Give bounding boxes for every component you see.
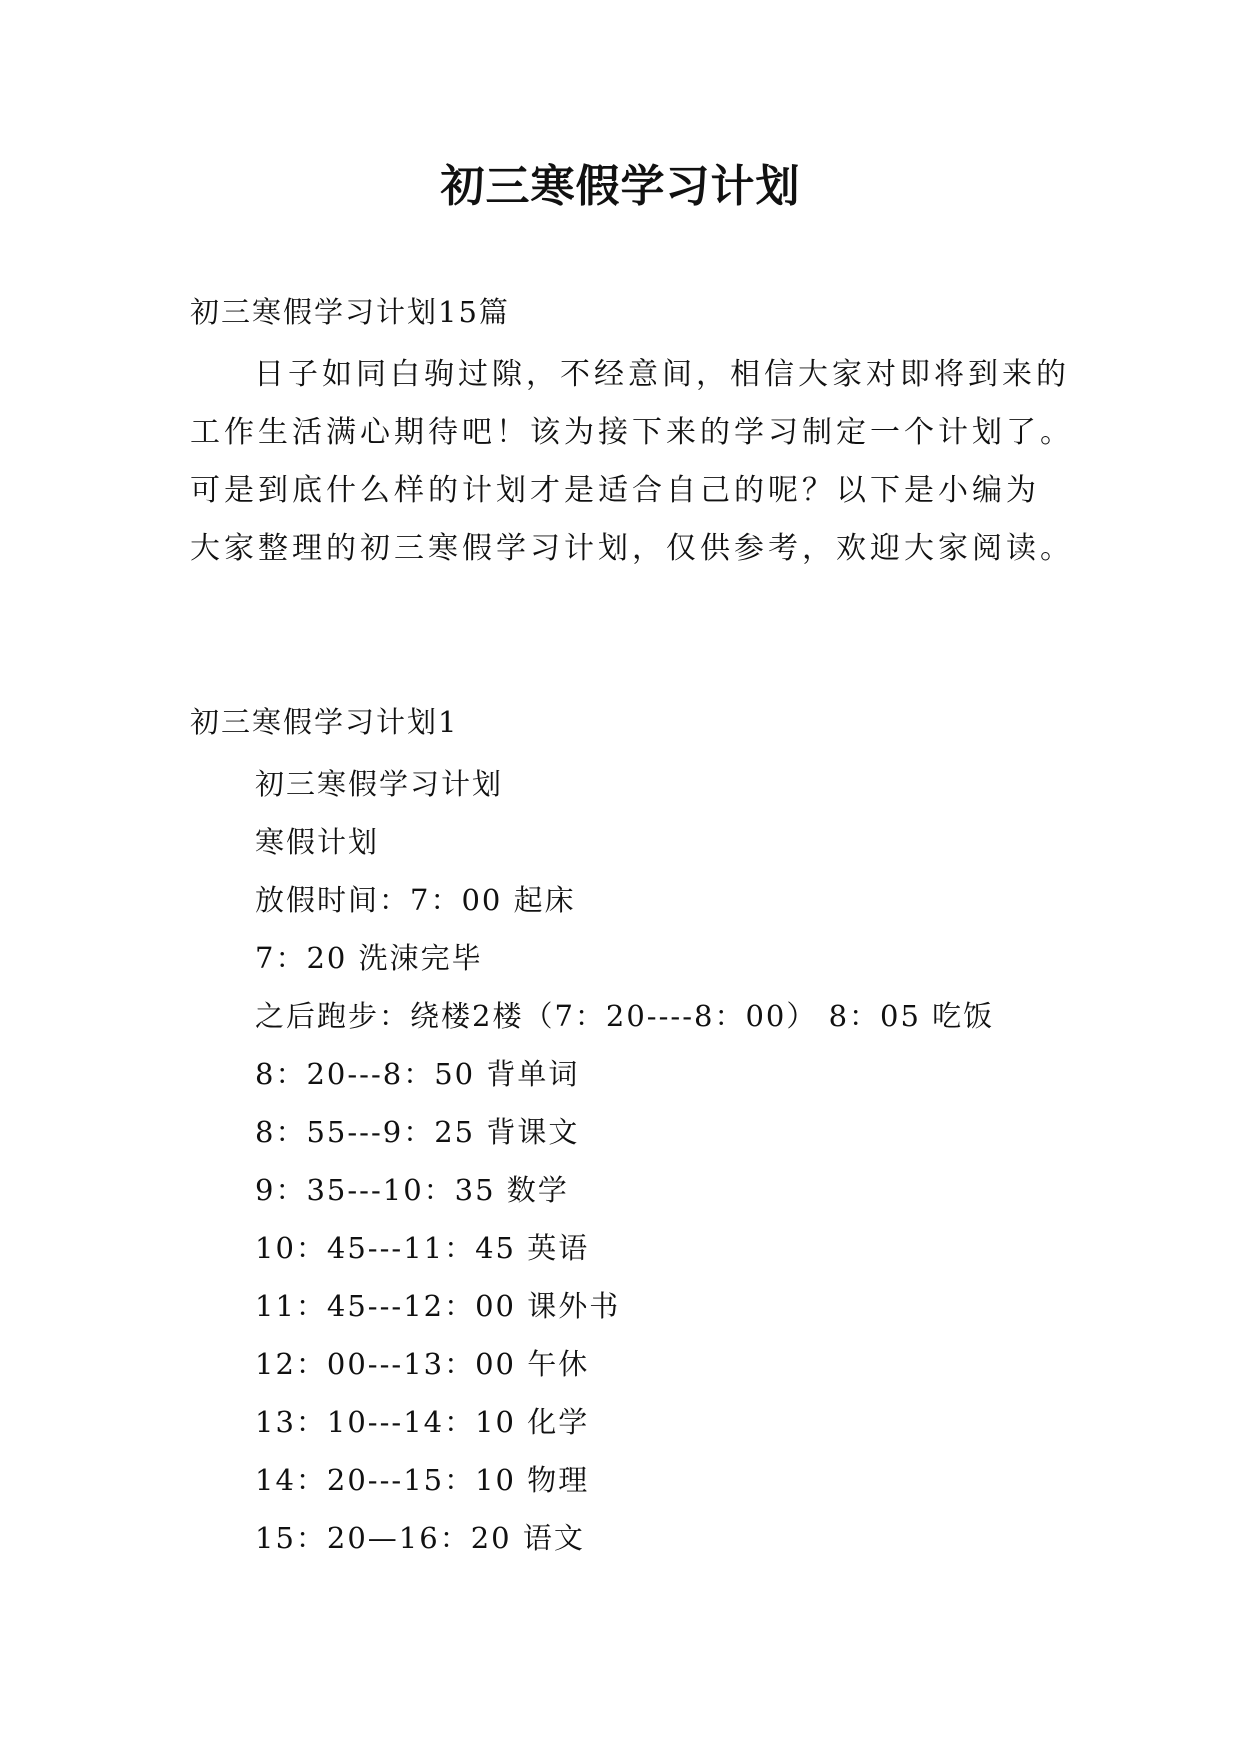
list-item: 12：00---13：00 午休 — [255, 1347, 590, 1381]
list-item: 11：45---12：00 课外书 — [255, 1289, 621, 1323]
list-item: 8：20---8：50 背单词 — [255, 1057, 580, 1091]
section-heading: 初三寒假学习计划1 — [190, 705, 459, 739]
schedule-list — [255, 755, 994, 1567]
intro-paragraph — [190, 346, 1080, 578]
intro-line: 工作生活满心期待吧！该为接下来的学习制定一个计划了。 — [190, 415, 1074, 450]
list-item: 放假时间：7：00 起床 — [255, 883, 576, 917]
list-item: 10：45---11：45 英语 — [255, 1231, 590, 1265]
list-item: 15：20—16：20 语文 — [255, 1521, 585, 1555]
list-item: 8：55---9：25 背课文 — [255, 1115, 580, 1149]
intro-line: 日子如同白驹过隙，不经意间，相信大家对即将到来的 — [254, 357, 1070, 392]
list-item: 寒假计划 — [255, 825, 380, 859]
list-item: 13：10---14：10 化学 — [255, 1405, 590, 1439]
intro-line: 大家整理的初三寒假学习计划，仅供参考，欢迎大家阅读。 — [190, 531, 1074, 566]
list-item: 14：20---15：10 物理 — [255, 1463, 590, 1497]
list-item: 9：35---10：35 数学 — [255, 1173, 569, 1207]
list-item: 初三寒假学习计划 — [255, 767, 504, 801]
page-title: 初三寒假学习计划 — [440, 161, 801, 212]
list-item: 7：20 洗涑完毕 — [255, 941, 483, 975]
list-item: 之后跑步：绕楼2楼（7：20----8：00） 8：05 吃饭 — [255, 999, 995, 1033]
intro-line: 可是到底什么样的计划才是适合自己的呢？以下是小编为 — [190, 473, 1040, 508]
document-subtitle: 初三寒假学习计划15篇 — [190, 295, 510, 329]
